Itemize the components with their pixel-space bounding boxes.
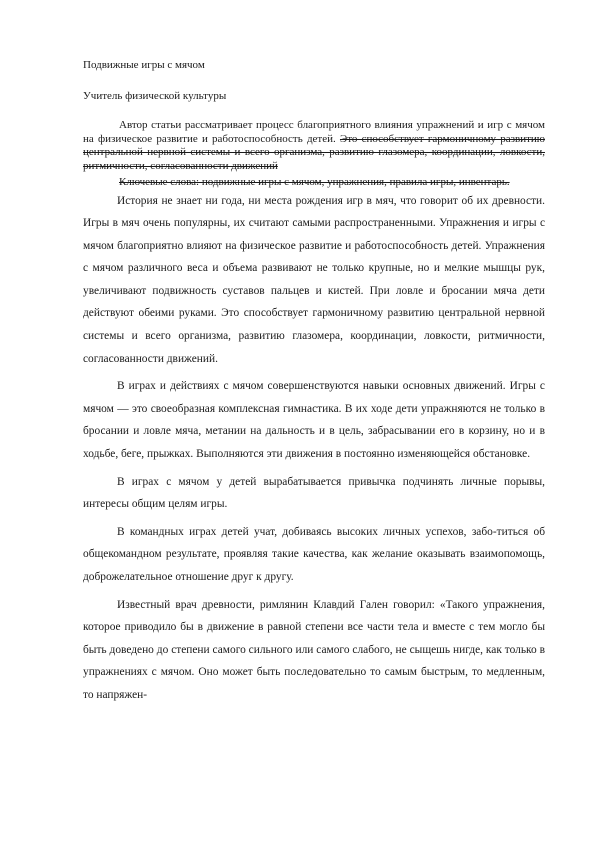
document-page [83,52,545,707]
abstract-paragraph [83,119,545,173]
body-paragraph-2: В играх и действиях с мячом совершенствуются навыки основных движений. Игры с мячом — это своеобразная комплексная гимнастика. В их ходе дети упражняются не только в бросании и ловле мяча, метании на дальность и в цель, забрасывании его в корзину, но и в ходьбе, беге, прыжках. Выполняются эти движения в постоянно изменяющейся обстановке. [83,380,545,461]
abstract-struck-text: Это способствует гармоничному развитию центральной нервной системы и всего организма, развитию глазомера, координации, ловкости, ритмичности, согласованности движений [83,132,545,172]
body-paragraph-1: История не знает ни года, ни места рождения игр в мяч, что говорит об их древности. Игры в мяч очень популярны, их считают самыми распространенными. Упражнения и игры с мячом благоприятно влияют на физическое развитие и работоспособность детей. Упражнения с мячом различного веса и объема развивают не только крупные, но и мелкие мышцы рук, увеличивают подвижность суставов пальцев и кистей. При ловле и бросании мяча дети действуют обеими руками. Это способствует гармоничному развитию центральной нервной системы и всего организма, развитию глазомера, координации, ловкости, ритмичности, согласованности движений. [83,194,545,365]
body-paragraph-4: В командных играх детей учат, добиваясь высоких личных успехов, забо-титься об общекомандном результате, проявляя такие качества, как желание оказывать взаимопомощь, доброжелательное отношение друг к другу. [83,525,545,583]
keywords-line: Ключевые слова: подвижные игры с мячом, упражнения, правила игры, инвентарь. [119,176,510,188]
body-paragraph-3: В играх с мячом у детей вырабатывается привычка подчинять личные порывы, интересы общим целям игры. [83,475,545,511]
abstract-text: Автор статьи рассматривает процесс благоприятного влияния упражнений и игр с мячом на физическое развитие и работоспособность детей. [83,119,545,145]
document-subtitle: Учитель физической культуры [83,90,227,102]
body-paragraph-5: Известный врач древности, римлянин Клавдий Гален говорил: «Такого упражнения, которое приводило бы в движение в равной степени все части тела и вместе с тем могло бы быть доведено до степени самого сильного или самого слабого, не сыщешь нигде, как только в упражнениях с мячом. Оно может быть последовательно то самым быстрым, то медленным, то напряжен- [83,598,545,701]
document-title: Подвижные игры с мячом [83,59,205,71]
